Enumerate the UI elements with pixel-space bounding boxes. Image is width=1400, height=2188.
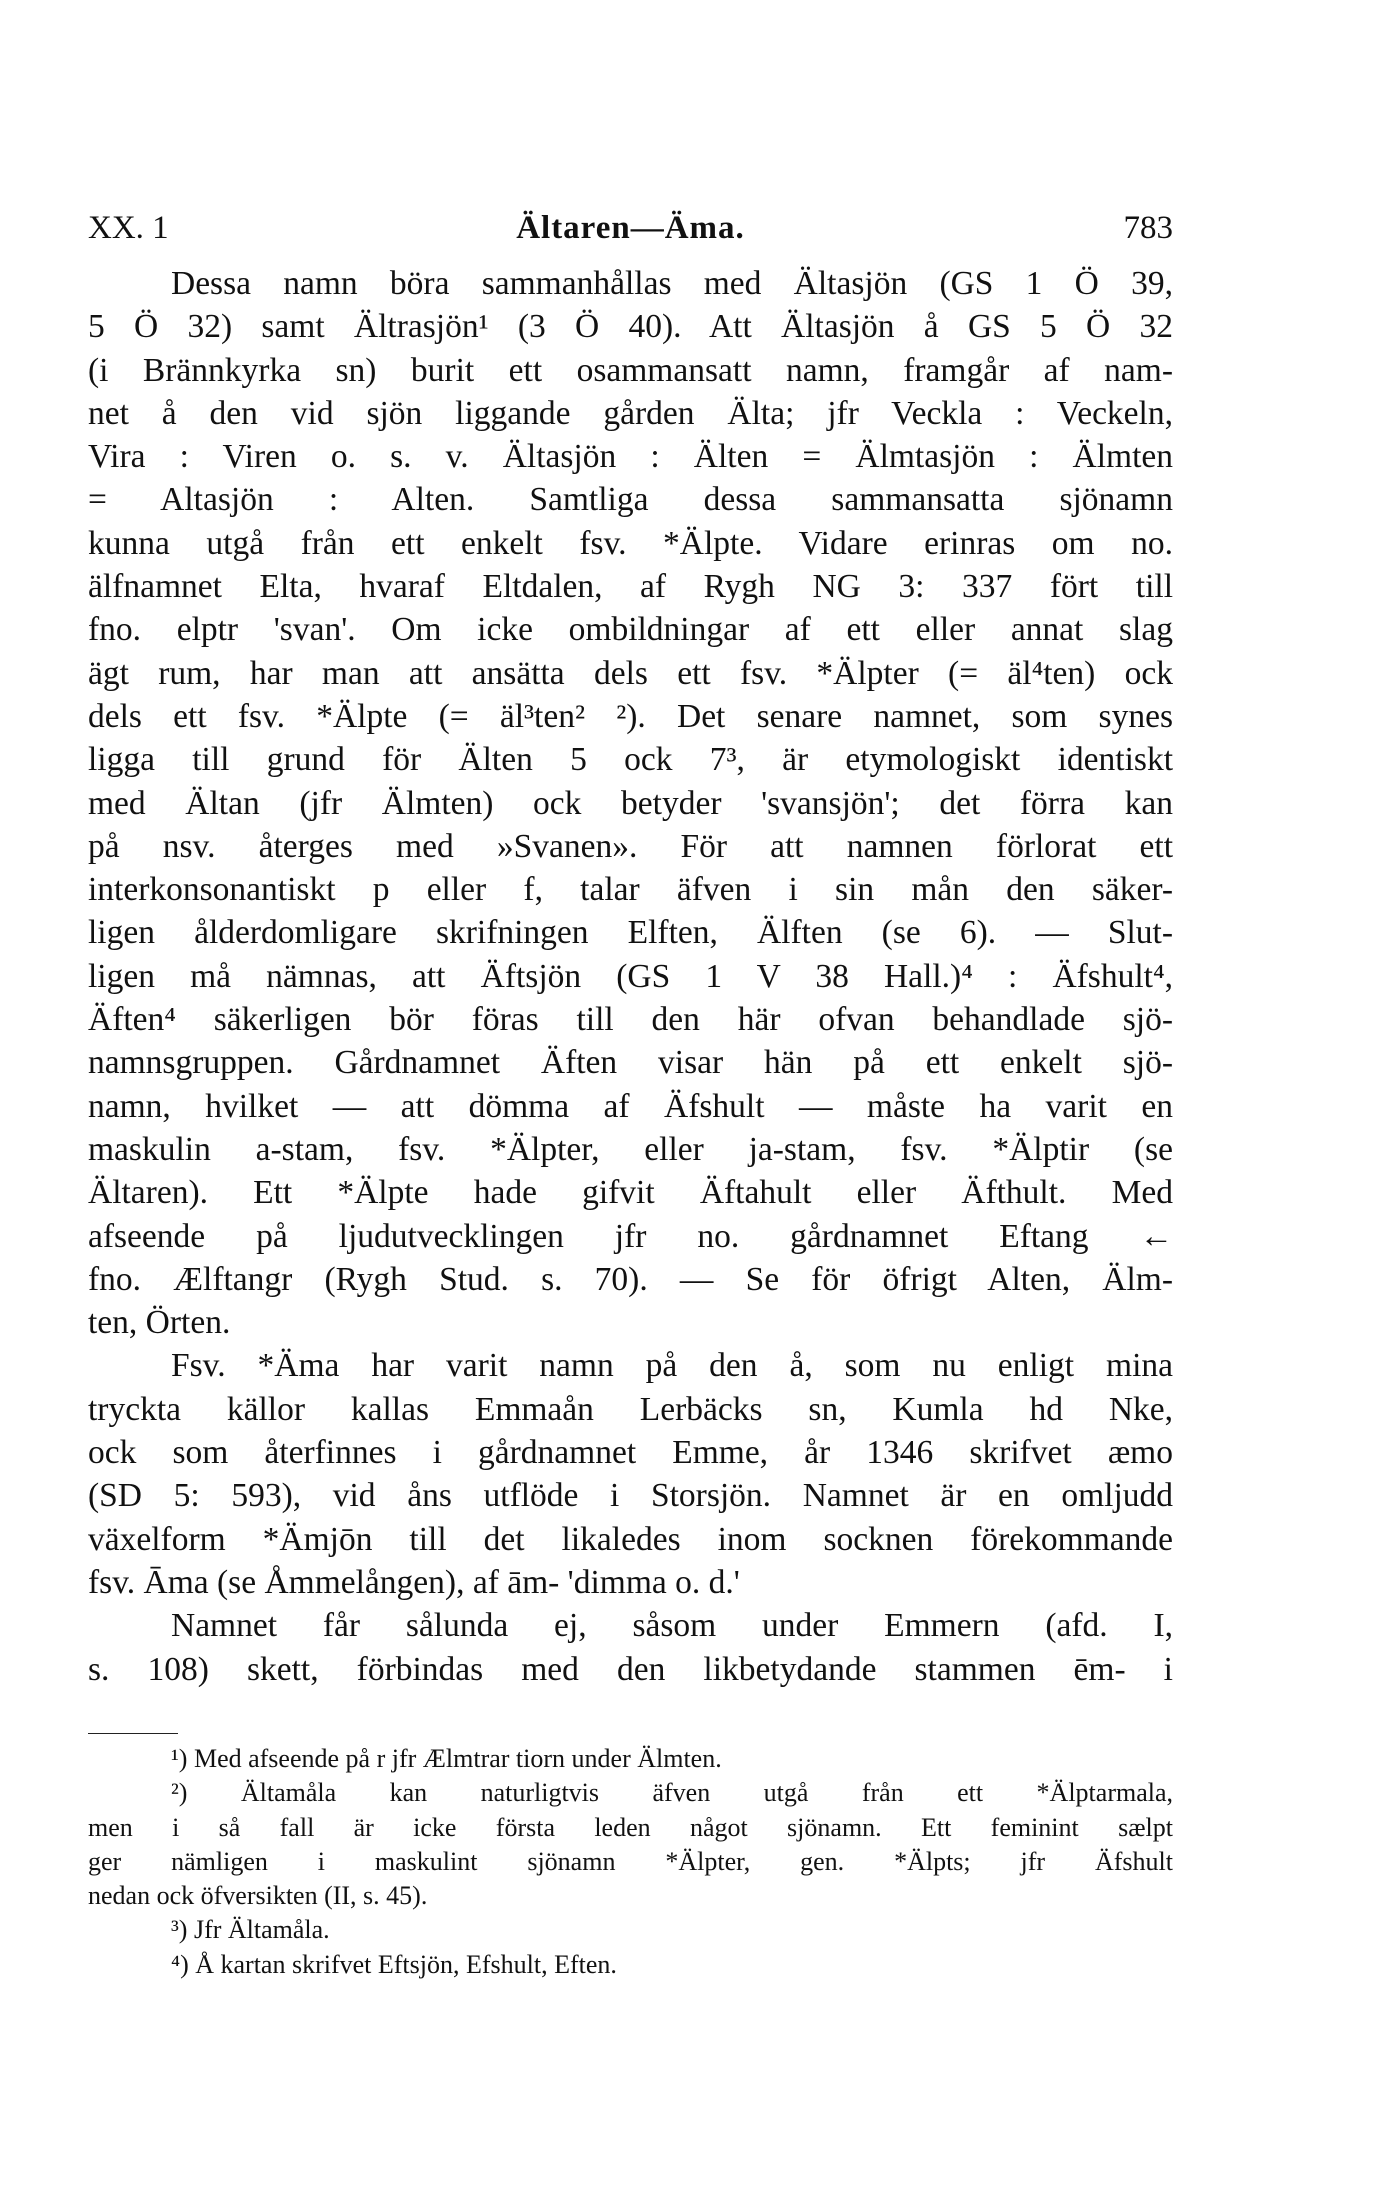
text-line: tryckta källor kallas Emmaån Lerbäcks sn, Kumla hd Nke, (88, 1390, 1173, 1428)
running-header (88, 210, 1173, 250)
text-line: Namnet får sålunda ej, såsom under Emmern (afd. I, (171, 1607, 1173, 1645)
text-line: ligen må nämnas, att Äftsjön (GS 1 V 38 Hall.)⁴ : Äfshult⁴, (88, 957, 1173, 995)
text-line: (i Brännkyrka sn) burit ett osammansatt namn, framgår af nam- (88, 351, 1173, 389)
text-line: (SD 5: 593), vid åns utflöde i Storsjön. Namnet är en omljudd (88, 1477, 1173, 1515)
text-line: Äften⁴ säkerligen bör föras till den här ofvan behandlade sjö- (88, 1001, 1173, 1039)
text-line: ock som återfinnes i gårdnamnet Emme, år 1346 skrifvet æmo (88, 1434, 1173, 1472)
text-line: Fsv. *Äma har varit namn på den å, som nu enligt mina (171, 1347, 1173, 1385)
text-line: med Ältan (jfr Älmten) ock betyder 'svansjön'; det förra kan (88, 784, 1173, 822)
text-line: 5 Ö 32) samt Ältrasjön¹ (3 Ö 40). Att Ältasjön å GS 5 Ö 32 (88, 308, 1173, 346)
footnote-divider (88, 1733, 178, 1734)
text-line: fsv. Āma (se Åmmelången), af ām- 'dimma o. d.' (88, 1563, 740, 1601)
running-title: Ältaren—Äma. (516, 210, 745, 246)
footnote-line: ¹) Med afseende på r jfr Ælmtrar tiorn under Älmten. (171, 1744, 722, 1773)
text-line: Vira : Viren o. s. v. Ältasjön : Älten = Älmtasjön : Älmten (88, 438, 1173, 476)
footnote-line: ⁴) Å kartan skrifvet Eftsjön, Efshult, Eften. (171, 1949, 617, 1979)
text-line: net å den vid sjön liggande gården Älta; jfr Veckla : Veckeln, (88, 394, 1173, 432)
text-line: ägt rum, har man att ansätta dels ett fsv. *Älpter (= äl⁴ten) ock (88, 654, 1173, 692)
text-line: på nsv. återges med »Svanen». För att namnen förlorat ett (88, 827, 1173, 865)
text-line: Ältaren). Ett *Älpte hade gifvit Äftahult eller Äfthult. Med (88, 1174, 1173, 1212)
text-line: ligen ålderdomligare skrifningen Elften, Älften (se 6). — Slut- (88, 914, 1173, 952)
text-line: Dessa namn böra sammanhållas med Ältasjön (GS 1 Ö 39, (171, 265, 1173, 302)
page-number: 783 (1123, 210, 1173, 246)
text-line: s. 108) skett, förbindas med den likbetydande stammen ēm- i (88, 1650, 1173, 1688)
text-line: namn, hvilket — att dömma af Äfshult — måste ha varit en (88, 1087, 1173, 1125)
footnote-line: nedan ock öfversikten (II, s. 45). (88, 1881, 428, 1911)
text-line: ten, Örten. (88, 1304, 231, 1342)
text-line: maskulin a-stam, fsv. *Älpter, eller ja-stam, fsv. *Älptir (se (88, 1130, 1173, 1168)
footnote-line: ²) Ältamåla kan naturligtvis äfven utgå från ett *Älptarmala, (171, 1778, 1173, 1808)
text-line: dels ett fsv. *Älpte (= äl³ten² ²). Det senare namnet, som synes (88, 697, 1173, 735)
text-line: växelform *Ämjōn till det likaledes inom socknen förekommande (88, 1520, 1173, 1558)
text-line: = Altasjön : Alten. Samtliga dessa sammansatta sjönamn (88, 481, 1173, 519)
footnote-line: men i så fall är icke första leden något sjönamn. Ett feminint sælpt (88, 1812, 1173, 1842)
text-line: fno. elptr 'svan'. Om icke ombildningar af ett eller annat slag (88, 611, 1173, 649)
footnote-line: ³) Jfr Ältamåla. (171, 1915, 330, 1945)
text-line: ligga till grund för Älten 5 ock 7³, är etymologiskt identiskt (88, 741, 1173, 779)
footnotes (88, 1742, 1173, 1982)
text-line: fno. Ælftangr (Rygh Stud. s. 70). — Se för öfrigt Alten, Älm- (88, 1260, 1173, 1298)
text-line: kunna utgå från ett enkelt fsv. *Älpte. Vidare erinras om no. (88, 524, 1173, 562)
footnote-line: ger nämligen i maskulint sjönamn *Älpter, gen. *Älpts; jfr Äfshult (88, 1846, 1173, 1876)
section-number: XX. 1 (88, 210, 169, 246)
text-line: namnsgruppen. Gårdnamnet Äften visar hän på ett enkelt sjö- (88, 1044, 1173, 1082)
text-line: älfnamnet Elta, hvaraf Eltdalen, af Rygh NG 3: 337 fört till (88, 568, 1173, 606)
text-line: afseende på ljudutvecklingen jfr no. gårdnamnet Eftang ← (88, 1217, 1173, 1255)
main-text (88, 262, 1173, 1691)
text-line: interkonsonantiskt p eller f, talar äfven i sin mån den säker- (88, 871, 1173, 909)
